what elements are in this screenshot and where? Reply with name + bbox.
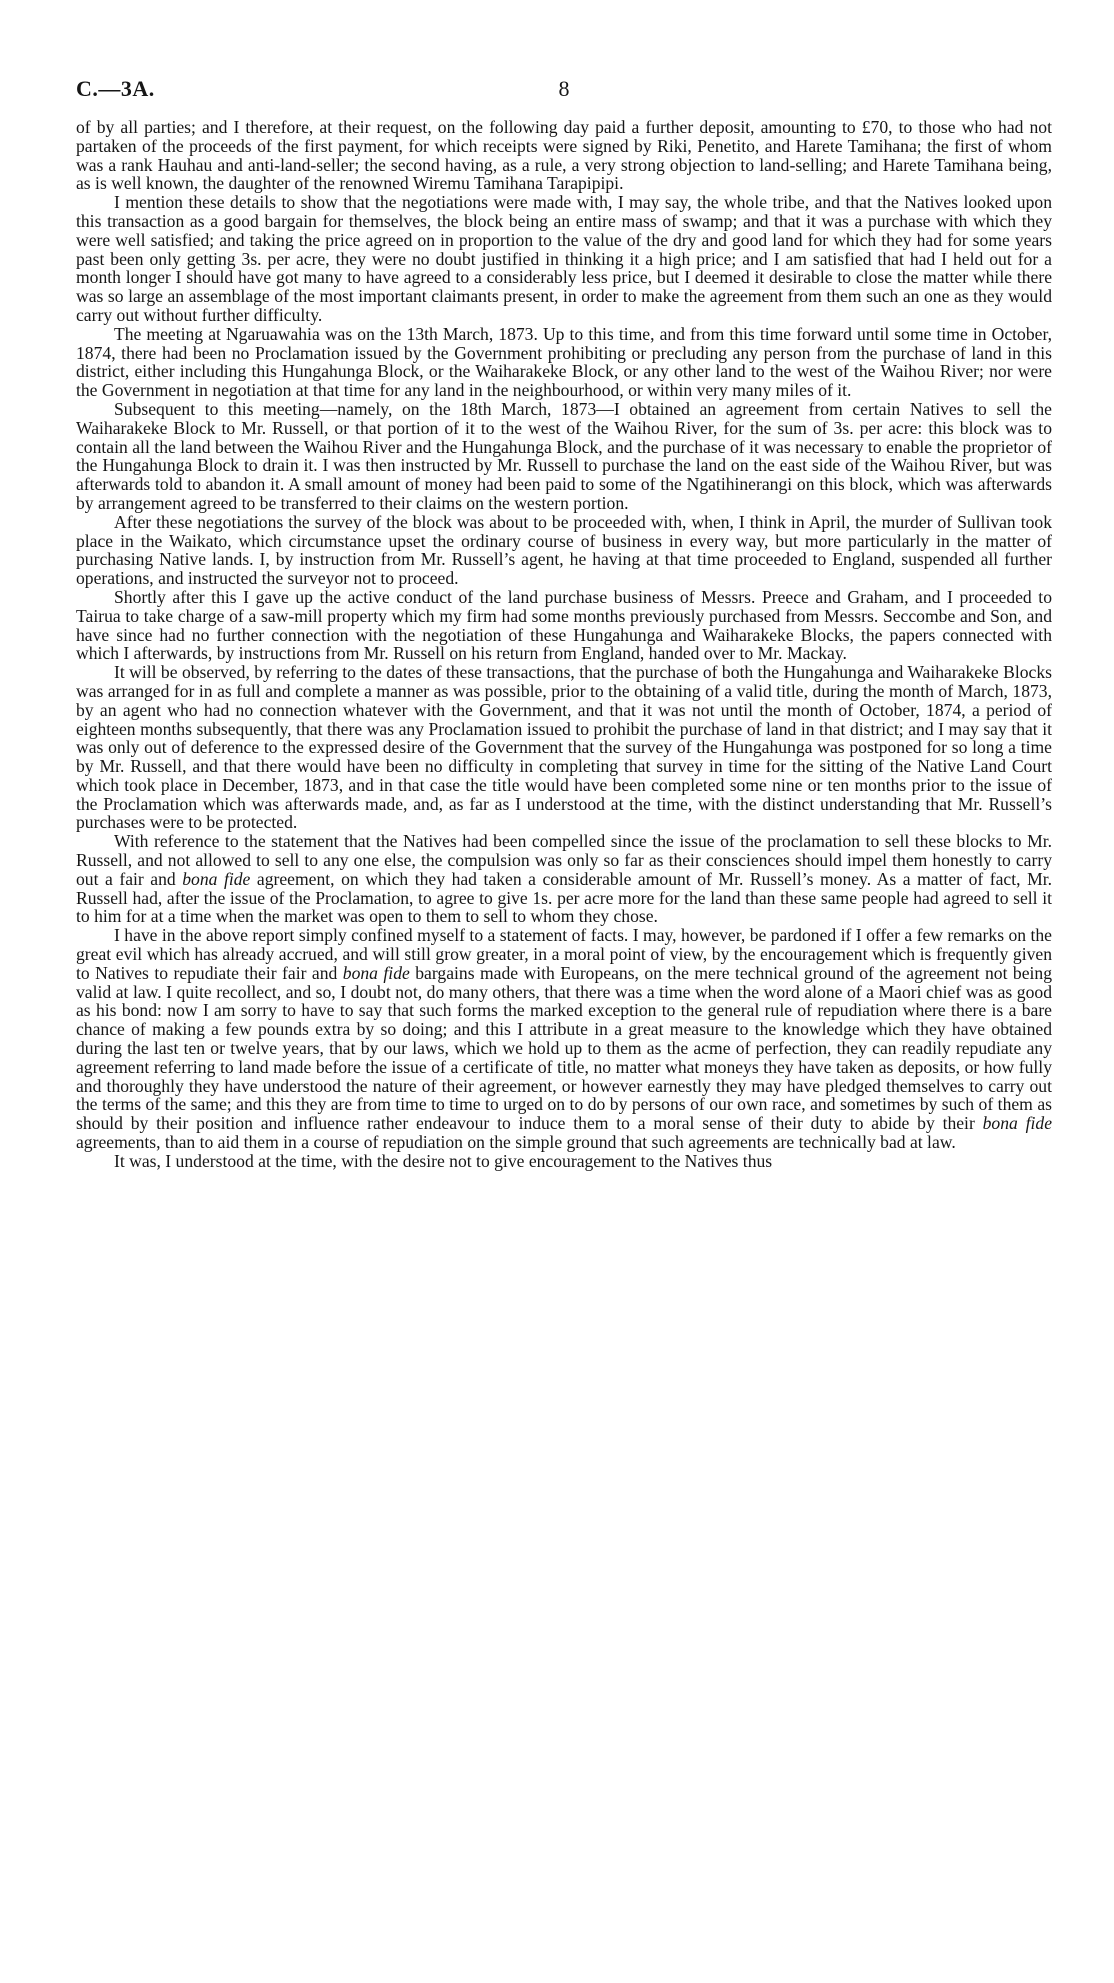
paragraph-10: It was, I understood at the time, with the desire not to give encouragement to the Natives thus — [114, 1150, 773, 1171]
paragraph-2: I mention these details to show that the negotiations were made with, I may say, the whole tribe, and that the Natives looked upon this transaction as a good bargain for themselves, the block being an entire mass of swamp; and that it was a purchase with which they were well satisfied; and taking the price agreed on in proportion to the value of the dry and good land for which they had for some years past been only getting 3s. per acre, they were no doubt justified in thinking it a high price; and I am satisfied that had I held out for a month longer I should have got many to have agreed to a considerably less price, but I deemed it desirable to close the matter while there was so large an assemblage of the most important claimants present, in order to make the agreement from them such an one as they would carry out without further difficulty. — [76, 192, 1052, 325]
page-header — [76, 76, 1052, 110]
paragraph-4: Subsequent to this meeting—namely, on the 18th March, 1873—I obtained an agreement from certain Natives to sell the Waiharakeke Block to Mr. Russell, or that portion of it to the west of the Waihou River, for the sum of 3s. per acre: this block was to contain all the land between the Waihou River and the Hungahunga Block, and the purchase of it was necessary to enable the proprietor of the Hungahunga Block to drain it. I was then instructed by Mr. Russell to purchase the land on the east side of the Waihou River, but was afterwards told to abandon it. A small amount of money had been paid to some of the Ngatihinerangi on this block, which was afterwards by arrangement agreed to be transferred to their claims on the western portion. — [76, 398, 1052, 513]
document-body — [76, 118, 1052, 1171]
paragraph-6: Shortly after this I gave up the active conduct of the land purchase business of Messrs. Preece and Graham, and I proceeded to Tairua to take charge of a saw-mill property which my firm had some months previously purchased from Messrs. Seccombe and Son, and have since had no further connection with the negotiation of these Hungahunga and Waiharakeke Blocks, the papers connected with which I afterwards, by instructions from Mr. Russell on his return from England, handed over to Mr. Mackay. — [76, 586, 1052, 664]
document-page — [76, 76, 1052, 1171]
paragraph-5: After these negotiations the survey of the block was about to be proceeded with, when, I think in April, the murder of Sullivan took place in the Waikato, which circumstance upset the ordinary course of business in every way, but more particularly in the matter of purchasing Native lands. I, by instruction from Mr. Russell’s agent, he having at that time proceeded to England, suspended all further operations, and instructed the surveyor not to proceed. — [76, 511, 1052, 589]
paragraph-3: The meeting at Ngaruawahia was on the 13th March, 1873. Up to this time, and from this time forward until some time in October, 1874, there had been no Proclamation issued by the Government prohibiting or precluding any person from the purchase of land in this district, either including this Hungahunga Block, or the Waiharakeke Block, or any other land to the west of the Waihou River; nor were the Government in negotiation at that time for any land in the neighbourhood, or within very many miles of it. — [76, 323, 1052, 401]
page-number: 8 — [558, 76, 570, 101]
document-reference: C.—3A. — [76, 76, 155, 101]
paragraph-9: I have in the above report simply confined myself to a statement of facts. I may, however, be pardoned if I offer a few remarks on the great evil which has already accrued, and will still grow greater, in a moral point of view, by the encouragement which is frequently given to Natives to repudiate their fair and bona fide bargains made with Europeans, on the mere technical ground of the agreement not being valid at law. I quite recollect, and so, I doubt not, do many others, that there was a time when the word alone of a Maori chief was as good as his bond: now I am sorry to have to say that such forms the marked exception to the general rule of repudiation where there is a bare chance of making a few pounds extra by so doing; and this I attribute in a great measure to the knowledge which they have obtained during the last ten or twelve years, that by our laws, which we hold up to them as the acme of perfection, they can readily repudiate any agreement referring to land made before the issue of a certificate of title, no matter what moneys they have taken as deposits, or how fully and thoroughly they have understood the nature of their agreement, or however earnestly they may have pledged themselves to carry out the terms of the same; and this they are from time to time to urged on to do by persons of our own race, and sometimes by such of them as should by their position and influence rather endeavour to induce them to a moral sense of their duty to abide by their bona fide agreements, than to aid them in a course of repudiation on the simple ground that such agreements are technically bad at law. — [76, 925, 1053, 1153]
paragraph-8: With reference to the statement that the Natives had been compelled since the issue of the proclamation to sell these blocks to Mr. Russell, and not allowed to sell to any one else, the compulsion was only so far as their consciences should impel them honestly to carry out a fair and bona fide agreement, on which they had taken a considerable amount of Mr. Russell’s money. As a matter of fact, Mr. Russell had, after the issue of the Proclamation, to agree to give 1s. per acre more for the land than these same people had agreed to sell it to him for at a time when the market was open to them to sell to whom they chose. — [76, 831, 1052, 927]
paragraph-1: of by all parties; and I therefore, at their request, on the following day paid a further deposit, amounting to £70, to those who had not partaken of the proceeds of the first payment, for which receipts were signed by Riki, Penetito, and Harete Tamihana; the first of whom was a rank Hauhau and anti-land-seller; the second having, as a rule, a very strong objection to land-selling; and Harete Tamihana being, as is well known, the daughter of the renowned Wiremu Tamihana Tarapipipi. — [76, 117, 1052, 194]
paragraph-7: It will be observed, by referring to the dates of these transactions, that the purchase of both the Hungahunga and Waiharakeke Blocks was arranged for in as full and complete a manner as was possible, prior to the obtaining of a valid title, during the month of March, 1873, by an agent who had no connection whatever with the Government, and that it was not until the month of October, 1874, a period of eighteen months subsequently, that there was any Proclamation issued to prohibit the purchase of land in that district; and I may say that it was only out of deference to the expressed desire of the Government that the survey of the Hungahunga was postponed for so long a time by Mr. Russell, and that there would have been no difficulty in completing that survey in time for the sitting of the Native Land Court which took place in December, 1873, and in that case the title would have been completed some nine or ten months prior to the issue of the Proclamation which was afterwards made, and, as far as I understood at the time, with the distinct understanding that Mr. Russell’s purchases were to be protected. — [76, 662, 1052, 833]
